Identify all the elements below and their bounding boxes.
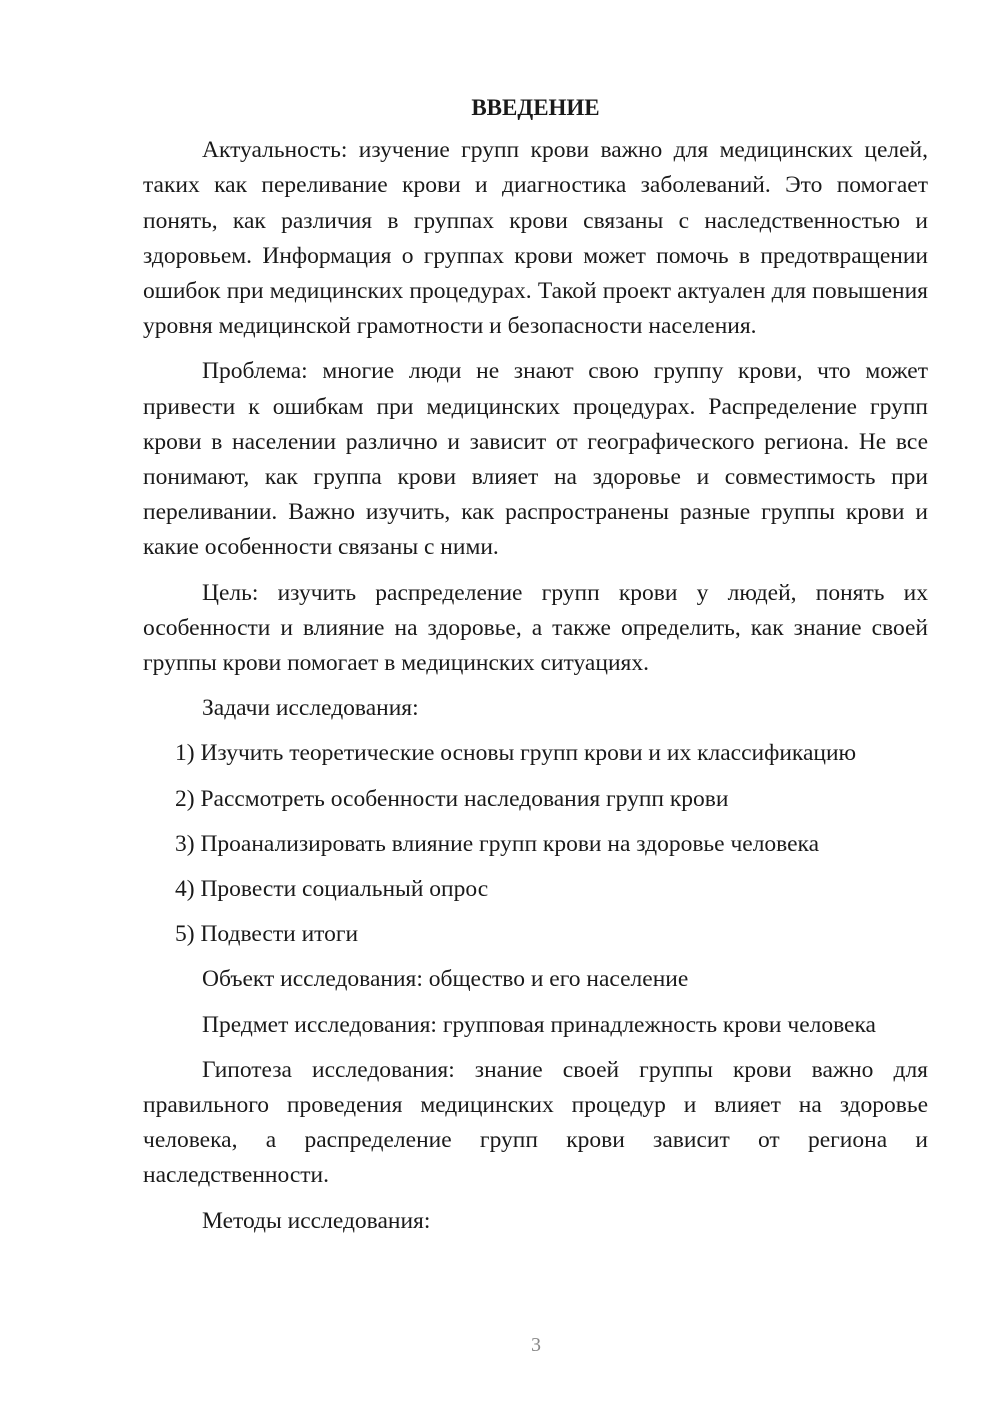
tasks-heading: Задачи исследования:	[202, 695, 419, 722]
list-item: 4) Провести социальный опрос	[175, 876, 489, 903]
list-item: 2) Рассмотреть особенности наследования групп крови	[175, 785, 729, 812]
goal-paragraph: Цель: изучить распределение групп крови у людей, понять их особенности и влияние на здоровье, а также определить, как знание своей группы крови помогает в медицинских ситуациях.	[143, 579, 928, 677]
hypothesis-paragraph: Гипотеза исследования: знание своей группы крови важно для правильного проведения медицинских процедур и влияет на здоровье человека, а распределение групп крови зависит от региона и наследственности.	[143, 1056, 928, 1189]
document-page	[143, 90, 928, 1249]
list-item: 1) Изучить теоретические основы групп крови и их классификацию	[175, 740, 857, 767]
relevance-paragraph: Актуальность: изучение групп крови важно для медицинских целей, таких как переливание крови и диагностика заболеваний. Это помогает понять, как различия в группах крови связаны с наследственностью и здоровьем. Информация о группах крови может помочь в предотвращении ошибок при медицинских процедурах. Такой проект актуален для повышения уровня медицинской грамотности и безопасности населения.	[143, 137, 928, 340]
page-number: 3	[531, 1334, 541, 1356]
problem-paragraph: Проблема: многие люди не знают свою группу крови, что может привести к ошибкам при медицинских процедурах. Распределение групп крови в населении различно и зависит от географического региона. Не все понимают, как группа крови влияет на здоровье и совместимость при переливании. Важно изучить, как распространены разные группы крови и какие особенности связаны с ними.	[143, 358, 928, 561]
subject-paragraph: Предмет исследования: групповая принадлежность крови человека	[202, 1011, 876, 1038]
object-paragraph: Объект исследования: общество и его население	[202, 966, 689, 993]
tasks-list	[143, 736, 928, 952]
methods-heading: Методы исследования:	[202, 1207, 431, 1234]
page-title: ВВЕДЕНИЕ	[471, 95, 600, 120]
list-item: 5) Подвести итоги	[175, 921, 359, 948]
list-item: 3) Проанализировать влияние групп крови на здоровье человека	[175, 830, 820, 857]
